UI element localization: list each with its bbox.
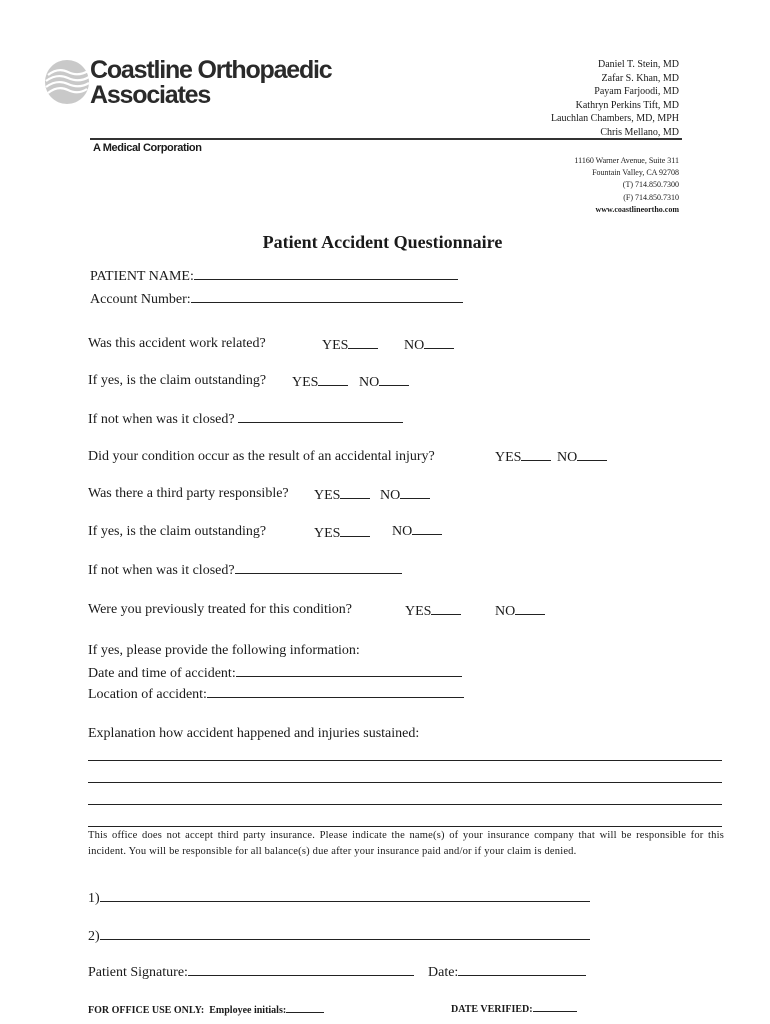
doctor-name: Lauchlan Chambers, MD, MPH [550,113,679,125]
logo-name-line2: Associates [90,81,211,109]
q-accidental-injury: Did your condition occur as the result of an accidental injury? [88,449,435,464]
q-when-closed-2: If not when was it closed? [88,561,402,579]
insurance-item-1: 1) [88,889,590,907]
accidental-injury-no-option[interactable]: NO [557,448,607,466]
work-related-no-option[interactable]: NO [404,336,454,354]
q-third-party: Was there a third party responsible? [88,486,289,501]
date-time-field[interactable] [236,664,462,677]
office-use-row [88,1002,324,1016]
insurance-item-1-field[interactable] [100,889,590,902]
date-time-label: Date and time of accident: [88,666,236,681]
account-number-row [90,290,463,308]
insurance-notice: This office does not accept third party insurance. Please indicate the name(s) of your insurance company that will be responsible for this incident. You will be responsible for all balance(s) due after your insurance paid and/or if your claim is denied. [88,830,724,857]
accidental-injury-yes-option[interactable]: YES [495,448,551,466]
location-row [88,685,464,703]
signature-field[interactable] [188,963,414,976]
patient-name-label: PATIENT NAME: [90,269,194,284]
location-label: Location of accident: [88,687,207,702]
address-line: 11160 Warner Avenue, Suite 311 [574,156,679,165]
website-link[interactable]: www.coastlineortho.com [595,204,679,214]
patient-name-row [90,267,458,285]
company-subtitle: A Medical Corporation [93,142,202,154]
patient-name-field[interactable] [194,267,458,280]
claim-outstanding-yes-option[interactable]: YES [292,373,348,391]
signature-label: Patient Signature: [88,965,188,980]
claim-outstanding-2-no-option[interactable]: NO [392,522,442,540]
q-when-closed: If not when was it closed? [88,410,403,428]
insurance-item-2: 2) [88,927,590,945]
doctors-list [551,58,679,140]
explanation-line[interactable] [88,760,722,761]
logo-emblem-icon [44,59,90,105]
date-verified-label: DATE VERIFIED: [451,1004,533,1015]
q-claim-outstanding: If yes, is the claim outstanding? [88,373,267,388]
doctor-name: Daniel T. Stein, MD [597,59,679,70]
account-number-label: Account Number: [90,292,191,307]
insurance-item-2-field[interactable] [100,927,590,940]
third-party-yes-option[interactable]: YES [314,486,370,504]
doctor-name: Payam Farjoodi, MD [594,86,679,98]
address-line: Fountain Valley, CA 92708 [592,168,679,178]
date-time-row [88,664,462,682]
third-party-no-option[interactable]: NO [380,486,430,504]
doctor-name: Chris Mellano, MD [600,126,679,138]
practice-address [574,155,679,216]
date-verified-field[interactable] [533,1001,577,1012]
when-closed-2-field[interactable] [235,561,402,574]
previously-treated-yes-option[interactable]: YES [405,602,461,620]
employee-initials-label: Employee initials: [209,1005,287,1016]
q-work-related: Was this accident work related? [88,336,266,351]
logo-name-line1: Coastline Orthopaedic [90,56,332,84]
doctor-name: Kathryn Perkins Tift, MD [575,99,679,111]
date-label: Date: [428,965,459,980]
when-closed-field[interactable] [238,410,403,423]
date-row [428,963,586,981]
doctor-name: Zafar S. Khan, MD [601,72,679,84]
explanation-line[interactable] [88,782,722,783]
date-verified-row [451,1001,577,1015]
explanation-line[interactable] [88,804,722,805]
claim-outstanding-2-yes-option[interactable]: YES [314,524,370,542]
date-field[interactable] [458,963,586,976]
q-previously-treated: Were you previously treated for this condition? [88,602,353,617]
provide-info-text: If yes, please provide the following information: [88,643,360,658]
q-claim-outstanding-2: If yes, is the claim outstanding? [88,524,267,539]
work-related-yes-option[interactable]: YES [322,336,378,354]
explanation-line[interactable] [88,826,722,827]
page-title: Patient Accident Questionnaire [262,232,503,252]
employee-initials-field[interactable] [286,1002,324,1013]
office-use-label: FOR OFFICE USE ONLY: [88,1005,205,1016]
signature-row [88,963,414,981]
claim-outstanding-no-option[interactable]: NO [359,373,409,391]
phone-line: (T) 714.850.7300 [622,180,679,190]
fax-line: (F) 714.850.7310 [623,192,679,202]
explanation-label: Explanation how accident happened and injuries sustained: [88,726,420,741]
account-number-field[interactable] [191,290,463,303]
location-field[interactable] [207,685,464,698]
previously-treated-no-option[interactable]: NO [495,602,545,620]
